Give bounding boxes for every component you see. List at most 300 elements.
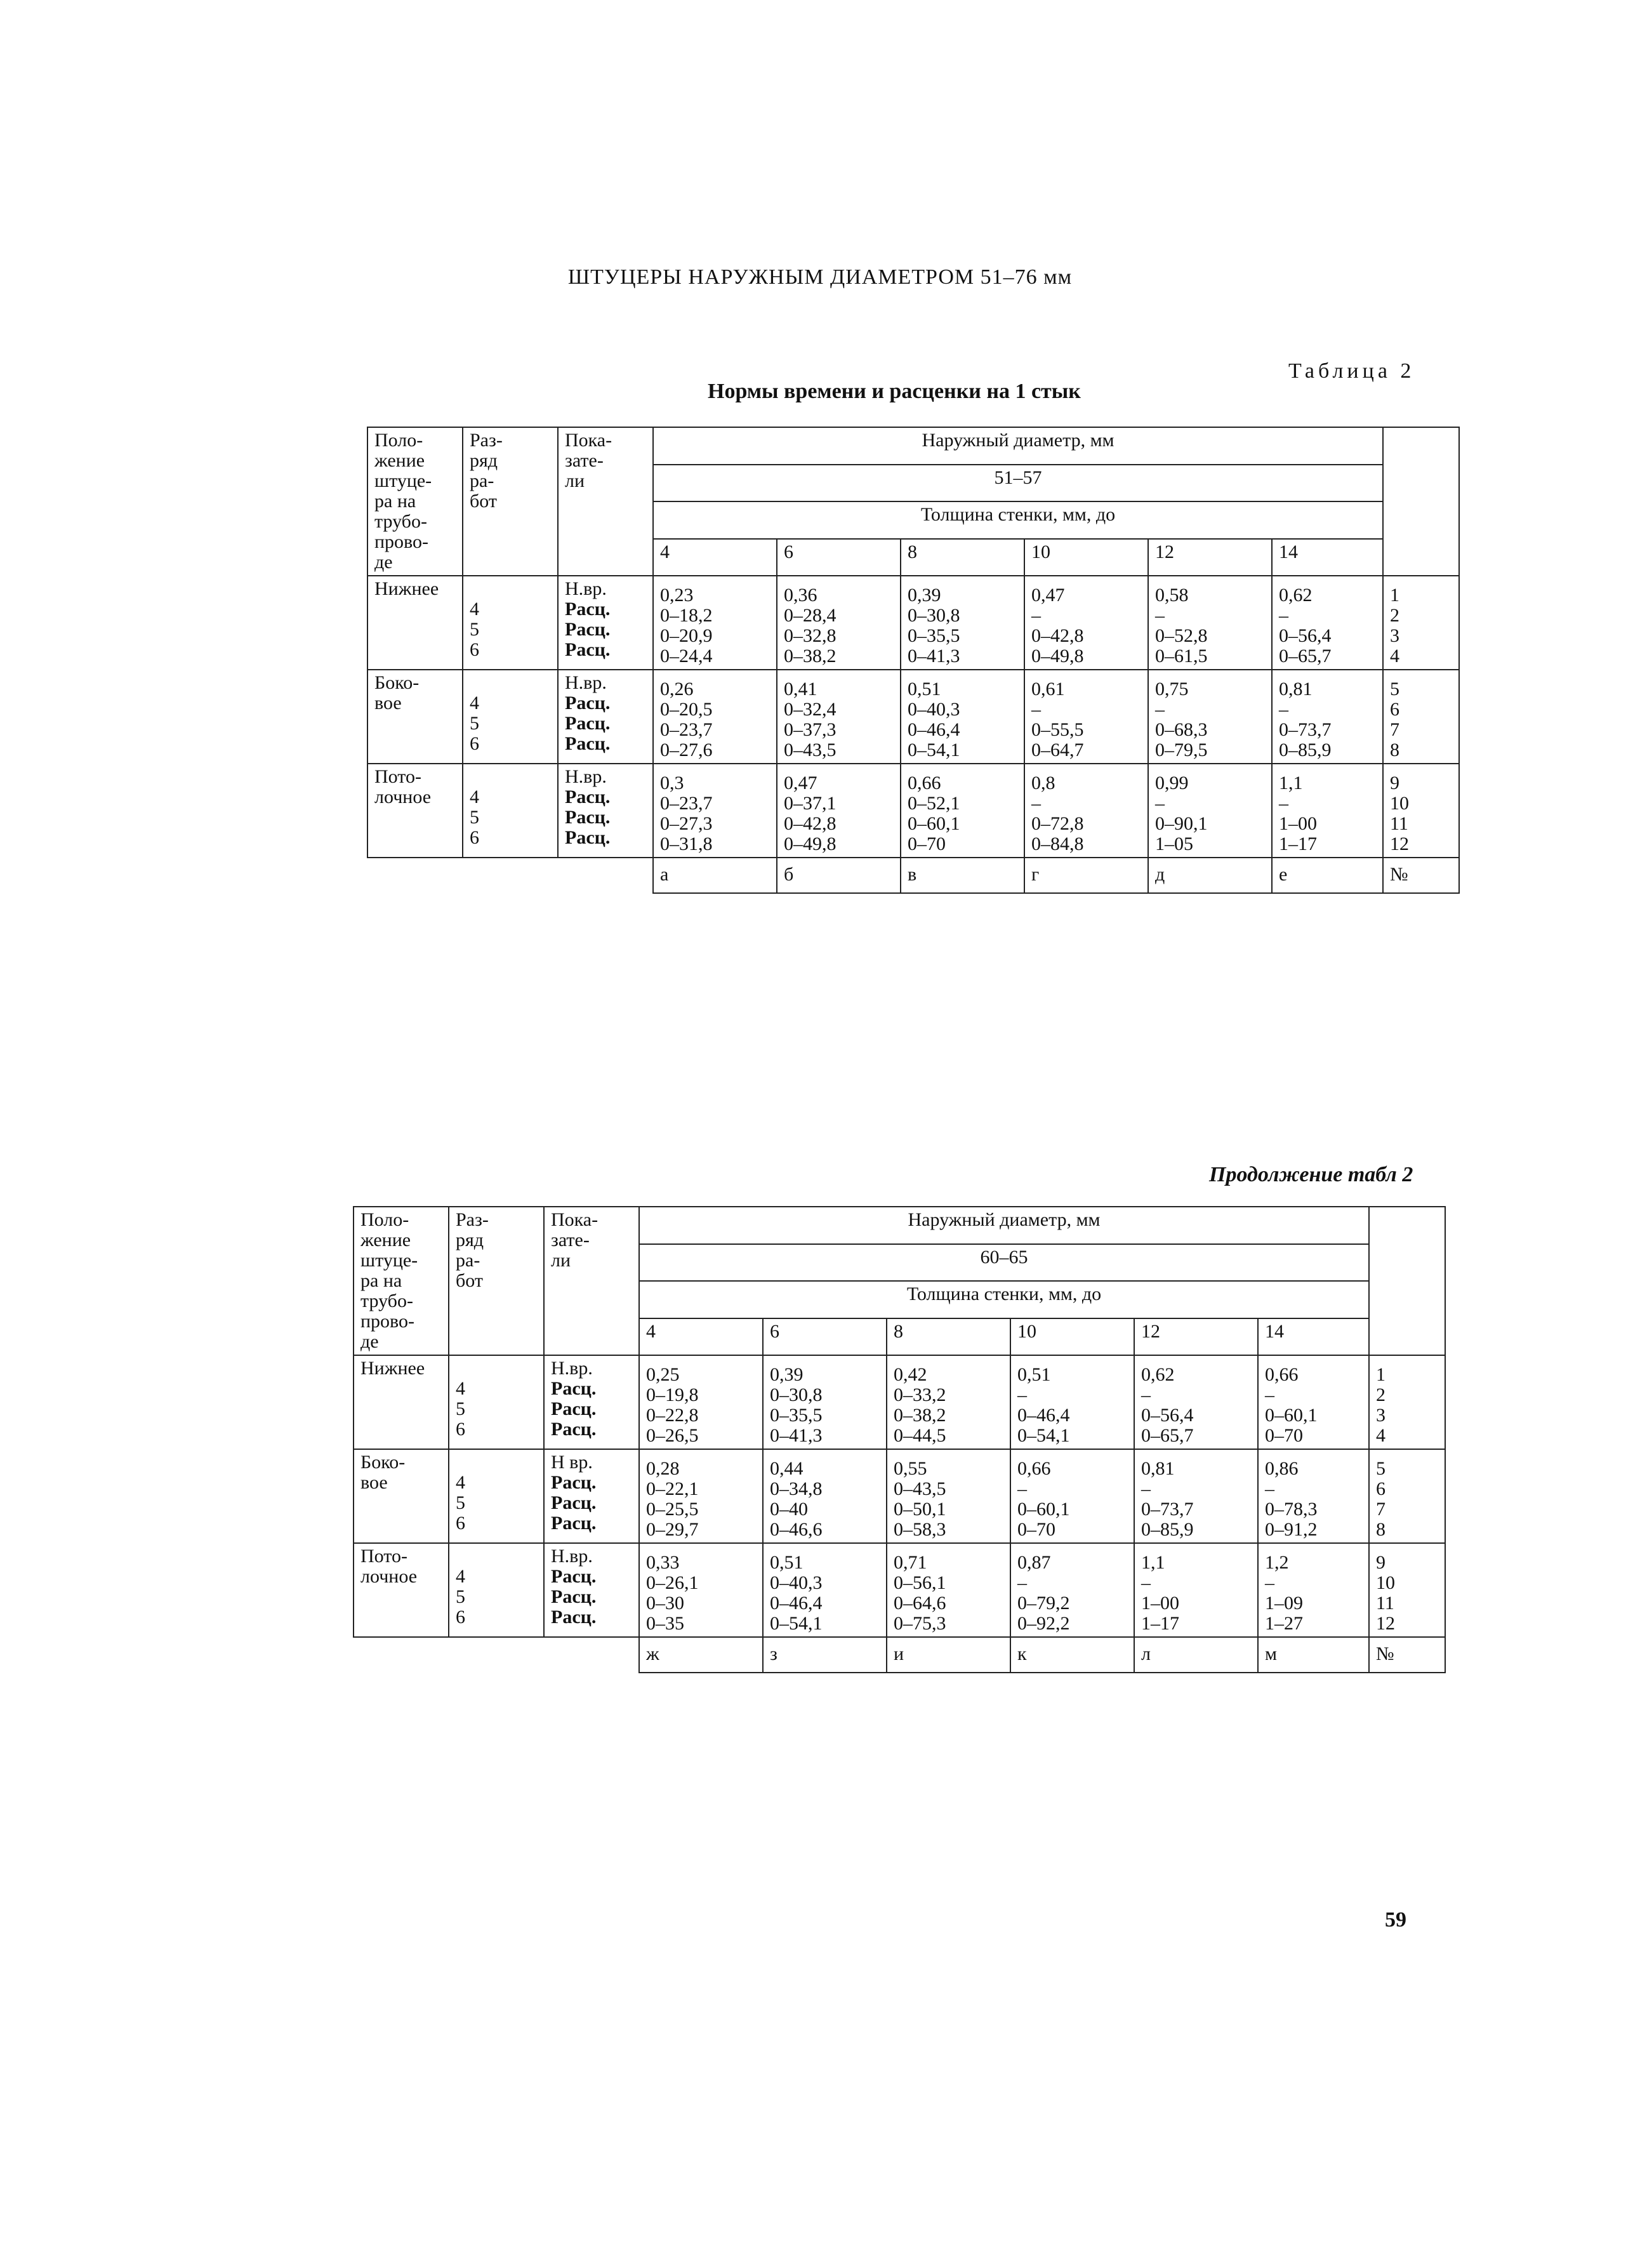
table-row [367, 764, 1459, 858]
cell-line: 0–60,1 [1265, 1405, 1318, 1426]
cell-line: 0,62 [1141, 1364, 1175, 1385]
cell-line: 0–46,4 [1017, 1405, 1070, 1426]
letters-row [354, 1637, 1445, 1673]
cell-line: Н.вр. [565, 578, 607, 599]
head-indicators: Пока- зате- ли [544, 1207, 639, 1355]
cell-line: 0–42,8 [1031, 625, 1084, 646]
cell-line: 7 [1376, 1499, 1386, 1520]
cell-line: 0–41,3 [770, 1425, 823, 1446]
cell-line: 0–29,7 [646, 1519, 699, 1540]
cell-line: 0–56,4 [1141, 1405, 1194, 1426]
row-cell [653, 764, 777, 858]
row-cell [1272, 764, 1383, 858]
cell-line: 0–56,4 [1279, 625, 1332, 646]
cell-line: Расц. [565, 827, 611, 848]
header-row [354, 1207, 1445, 1244]
cell-line: Расц. [565, 619, 611, 640]
cell-line: Расц. [565, 786, 611, 807]
cell-line: Н.вр. [551, 1358, 593, 1379]
cell-line: 8 [1376, 1519, 1386, 1540]
cell-line: 0,8 [1031, 773, 1055, 793]
cell-line: 0–40,3 [770, 1572, 823, 1593]
cell-line: 5 [456, 1492, 465, 1513]
norms-table-1 [367, 427, 1460, 894]
cell-line: 5 [470, 713, 479, 734]
num-label: № [1383, 858, 1459, 893]
cell-line: – [1265, 1384, 1274, 1405]
cell-line: 0–38,2 [894, 1405, 946, 1426]
cell-line: 1–27 [1265, 1613, 1303, 1634]
column-letter: л [1134, 1637, 1258, 1673]
cell-line: 0–37,1 [784, 793, 837, 814]
cell-line: – [1031, 699, 1041, 720]
row-cell [1024, 576, 1148, 670]
cell-line: 0–30,8 [908, 605, 960, 626]
row-indicators [558, 764, 653, 858]
cell-line: 4 [470, 693, 479, 713]
row-cell [653, 670, 777, 764]
cell-line: 0,75 [1155, 679, 1189, 700]
cell-line: 0–54,1 [1017, 1425, 1070, 1446]
cell-line: 5 [1390, 679, 1400, 700]
column-letter: е [1272, 858, 1383, 893]
cell-line: 12 [1376, 1613, 1396, 1634]
cell-line: 0–22,8 [646, 1405, 699, 1426]
column-letter: б [777, 858, 901, 893]
cell-line: 0–32,8 [784, 625, 837, 646]
row-cell [653, 576, 777, 670]
cell-line: – [1141, 1478, 1151, 1499]
cell-line: 1–00 [1279, 813, 1317, 834]
head-thickness: 6 [777, 539, 901, 576]
cell-line: 0,42 [894, 1364, 927, 1385]
row-cell [1258, 1543, 1369, 1637]
cell-line: 0,47 [1031, 585, 1065, 606]
cell-line: 0–60,1 [1017, 1499, 1070, 1520]
cell-line: 4 [456, 1378, 465, 1399]
row-cell [1258, 1449, 1369, 1543]
head-thickness: 10 [1024, 539, 1148, 576]
cell-line: 0,99 [1155, 773, 1189, 793]
cell-line: 0,62 [1279, 585, 1313, 606]
cell-line: Расц. [565, 599, 611, 620]
cell-line: – [1141, 1572, 1151, 1593]
cell-line: 0,33 [646, 1552, 680, 1573]
cell-line: – [1017, 1478, 1027, 1499]
table-subtitle: Нормы времени и расценки на 1 стык [708, 380, 1081, 403]
row-cell [639, 1449, 763, 1543]
cell-line: 2 [1390, 605, 1400, 626]
cell-line: 9 [1390, 773, 1400, 793]
row-position: Нижнее [354, 1355, 449, 1449]
cell-line: 6 [456, 1419, 465, 1440]
cell-line: 0–73,7 [1279, 719, 1332, 740]
column-letter: а [653, 858, 777, 893]
row-cell [763, 1543, 887, 1637]
cell-line: – [1155, 793, 1165, 814]
table-label: Таблица 2 [1288, 359, 1415, 383]
table-row [367, 670, 1459, 764]
cell-line: 0,47 [784, 773, 817, 793]
cell-line: 0–55,5 [1031, 719, 1084, 740]
cell-line: 0,23 [660, 585, 694, 606]
cell-line: 0–54,1 [908, 739, 960, 760]
page-number: 59 [1385, 1908, 1406, 1932]
cell-line: 6 [470, 733, 479, 754]
cell-line: 0–18,2 [660, 605, 713, 626]
cell-line: 0,55 [894, 1458, 927, 1479]
blank-cell [558, 858, 653, 893]
row-cell [887, 1355, 1010, 1449]
cell-line: 5 [470, 807, 479, 828]
head-thickness: 8 [887, 1318, 1010, 1356]
cell-line: 0,66 [1017, 1458, 1051, 1479]
cell-line: Расц. [551, 1472, 597, 1493]
head-position: Поло- жение штуце- ра на трубо- прово- де [354, 1207, 449, 1355]
head-thickness: 14 [1272, 539, 1383, 576]
row-nums [1369, 1543, 1445, 1637]
row-cell [887, 1449, 1010, 1543]
cell-line: 0–23,7 [660, 719, 713, 740]
row-cell [1010, 1355, 1134, 1449]
cell-line: 0–78,3 [1265, 1499, 1318, 1520]
cell-line: Расц. [551, 1398, 597, 1419]
cell-line: 0–46,4 [770, 1593, 823, 1614]
cell-line: 12 [1390, 833, 1410, 854]
row-cell [763, 1449, 887, 1543]
cell-line: 7 [1390, 719, 1400, 740]
cell-line: 0–26,5 [646, 1425, 699, 1446]
cell-line: – [1279, 793, 1288, 814]
cell-line: 11 [1376, 1593, 1394, 1614]
row-indicators [558, 670, 653, 764]
head-position: Поло- жение штуце- ра на трубо- прово- де [367, 427, 463, 576]
cell-line: 5 [470, 619, 479, 640]
cell-line: 0–31,8 [660, 833, 713, 854]
cell-line: 0–35,5 [770, 1405, 823, 1426]
cell-line: 4 [470, 786, 479, 807]
cell-line: 2 [1376, 1384, 1386, 1405]
cell-line: – [1279, 605, 1288, 626]
head-wall: Толщина стенки, мм, до [653, 501, 1383, 539]
head-thickness: 12 [1148, 539, 1272, 576]
head-range: 51–57 [653, 465, 1383, 502]
cell-line: Расц. [551, 1378, 597, 1399]
head-range: 60–65 [639, 1244, 1369, 1282]
cell-line: 0–35 [646, 1613, 684, 1634]
cell-line: 0–56,1 [894, 1572, 946, 1593]
column-letter: в [901, 858, 1024, 893]
table-row [354, 1543, 1445, 1637]
column-letter: з [763, 1637, 887, 1673]
row-grades [463, 576, 558, 670]
head-thickness: 8 [901, 539, 1024, 576]
row-indicators [544, 1543, 639, 1637]
cell-line: 0,39 [770, 1364, 803, 1385]
cell-line: 1 [1376, 1364, 1386, 1385]
cell-line: 0–46,4 [908, 719, 960, 740]
cell-line: 0–70 [908, 833, 946, 854]
column-letter: д [1148, 858, 1272, 893]
cell-line: 1–05 [1155, 833, 1193, 854]
cell-line: 10 [1390, 793, 1410, 814]
blank-cell [367, 858, 463, 893]
row-cell [1134, 1355, 1258, 1449]
cell-line: – [1265, 1572, 1274, 1593]
cell-line: 0–64,7 [1031, 739, 1084, 760]
cell-line: 0–49,8 [784, 833, 837, 854]
cell-line: 0–40 [770, 1499, 808, 1520]
row-nums [1383, 670, 1459, 764]
cell-line: 0–90,1 [1155, 813, 1208, 834]
cell-line: 0–32,4 [784, 699, 837, 720]
cell-line: 0–92,2 [1017, 1613, 1070, 1634]
row-cell [1258, 1355, 1369, 1449]
cell-line: Расц. [565, 807, 611, 828]
row-cell [1148, 670, 1272, 764]
cell-line: 0,51 [908, 679, 941, 700]
row-cell [887, 1543, 1010, 1637]
head-thickness: 12 [1134, 1318, 1258, 1356]
cell-line: Н.вр. [565, 766, 607, 787]
head-thickness: 10 [1010, 1318, 1134, 1356]
cell-line: 10 [1376, 1572, 1396, 1593]
cell-line: 0–50,1 [894, 1499, 946, 1520]
cell-line: – [1031, 605, 1041, 626]
cell-line: 0–68,3 [1155, 719, 1208, 740]
cell-line: 0–52,1 [908, 793, 960, 814]
row-cell [639, 1355, 763, 1449]
head-wall: Толщина стенки, мм, до [639, 1281, 1369, 1318]
cell-line: – [1155, 605, 1165, 626]
column-letter: г [1024, 858, 1148, 893]
row-cell [1010, 1543, 1134, 1637]
cell-line: 0,3 [660, 773, 684, 793]
cell-line: 0–25,5 [646, 1499, 699, 1520]
cell-line: 1–17 [1279, 833, 1317, 854]
continuation-label: Продолжение табл 2 [1209, 1163, 1413, 1186]
row-cell [1272, 576, 1383, 670]
cell-line: 0–20,5 [660, 699, 713, 720]
cell-line: 6 [1376, 1478, 1386, 1499]
cell-line: 6 [470, 639, 479, 660]
cell-line: 0,44 [770, 1458, 803, 1479]
row-position: Нижнее [367, 576, 463, 670]
row-cell [639, 1543, 763, 1637]
cell-line: 0–84,8 [1031, 833, 1084, 854]
cell-line: 0–49,8 [1031, 646, 1084, 666]
cell-line: 0–42,8 [784, 813, 837, 834]
row-position: Пото- лочное [354, 1543, 449, 1637]
column-letter: м [1258, 1637, 1369, 1673]
cell-line: – [1141, 1384, 1151, 1405]
cell-line: Н вр. [551, 1452, 593, 1473]
cell-line: 0–72,8 [1031, 813, 1084, 834]
cell-line: – [1017, 1572, 1027, 1593]
cell-line: 0–65,7 [1141, 1425, 1194, 1446]
head-diameter: Наружный диаметр, мм [639, 1207, 1369, 1244]
head-diameter: Наружный диаметр, мм [653, 427, 1383, 465]
cell-line: 9 [1376, 1552, 1386, 1573]
cell-line: Расц. [551, 1419, 597, 1440]
cell-line: 0–85,9 [1141, 1519, 1194, 1540]
cell-line: 0,25 [646, 1364, 680, 1385]
row-indicators [544, 1449, 639, 1543]
cell-line: 0,58 [1155, 585, 1189, 606]
cell-line: 6 [456, 1607, 465, 1628]
cell-line: 0–60,1 [908, 813, 960, 834]
cell-line: 0–85,9 [1279, 739, 1332, 760]
row-cell [1024, 764, 1148, 858]
cell-line: 0–91,2 [1265, 1519, 1318, 1540]
row-cell [1134, 1543, 1258, 1637]
row-cell [1272, 670, 1383, 764]
row-nums [1369, 1449, 1445, 1543]
row-position: Боко- вое [354, 1449, 449, 1543]
cell-line: 4 [456, 1472, 465, 1493]
row-cell [763, 1355, 887, 1449]
cell-line: 0–19,8 [646, 1384, 699, 1405]
cell-line: 0–30,8 [770, 1384, 823, 1405]
cell-line: 0–38,2 [784, 646, 837, 666]
cell-line: 1,1 [1141, 1552, 1165, 1573]
row-cell [1148, 764, 1272, 858]
cell-line: 0,61 [1031, 679, 1065, 700]
cell-line: 5 [456, 1586, 465, 1607]
cell-line: – [1017, 1384, 1027, 1405]
cell-line: 0,51 [1017, 1364, 1051, 1385]
letters-row [367, 858, 1459, 893]
cell-line: – [1031, 793, 1041, 814]
cell-line: 0–34,8 [770, 1478, 823, 1499]
cell-line: Расц. [551, 1607, 597, 1628]
cell-line: – [1279, 699, 1288, 720]
cell-line: 0–44,5 [894, 1425, 946, 1446]
row-cell [777, 764, 901, 858]
cell-line: 0,81 [1279, 679, 1313, 700]
blank-cell [449, 1637, 544, 1673]
row-nums [1383, 576, 1459, 670]
row-cell [901, 670, 1024, 764]
column-letter: ж [639, 1637, 763, 1673]
head-thickness: 4 [639, 1318, 763, 1356]
cell-line: 0,51 [770, 1552, 803, 1573]
cell-line: 1–00 [1141, 1593, 1179, 1614]
cell-line: 0–22,1 [646, 1478, 699, 1499]
cell-line: 0,66 [908, 773, 941, 793]
blank-cell [354, 1637, 449, 1673]
cell-line: Расц. [551, 1566, 597, 1587]
cell-line: 0–65,7 [1279, 646, 1332, 666]
cell-line: 0–61,5 [1155, 646, 1208, 666]
cell-line: 0,71 [894, 1552, 927, 1573]
column-letter: к [1010, 1637, 1134, 1673]
cell-line: 4 [1390, 646, 1400, 666]
cell-line: Расц. [551, 1513, 597, 1534]
cell-line: 0–30 [646, 1593, 684, 1614]
row-position: Пото- лочное [367, 764, 463, 858]
head-indicators: Пока- зате- ли [558, 427, 653, 576]
cell-line: 0–23,7 [660, 793, 713, 814]
cell-line: Н.вр. [551, 1546, 593, 1567]
cell-line: 1–17 [1141, 1613, 1179, 1634]
cell-line: 1–09 [1265, 1593, 1303, 1614]
cell-line: 6 [1390, 699, 1400, 720]
head-thickness: 6 [763, 1318, 887, 1356]
cell-line: 0–41,3 [908, 646, 960, 666]
cell-line: 0–46,6 [770, 1519, 823, 1540]
row-grades [449, 1543, 544, 1637]
cell-line: Расц. [565, 693, 611, 713]
cell-line: 0–33,2 [894, 1384, 946, 1405]
row-indicators [544, 1355, 639, 1449]
cell-line: 0–52,8 [1155, 625, 1208, 646]
row-cell [1148, 576, 1272, 670]
norms-table-2 [353, 1206, 1446, 1673]
cell-line: 0–79,2 [1017, 1593, 1070, 1614]
cell-line: Расц. [551, 1492, 597, 1513]
cell-line: 0–70 [1265, 1425, 1303, 1446]
cell-line: 0–40,3 [908, 699, 960, 720]
cell-line: Н.вр. [565, 672, 607, 693]
row-cell [777, 576, 901, 670]
blank-cell [544, 1637, 639, 1673]
section-title: ШТУЦЕРЫ НАРУЖНЫМ ДИАМЕТРОМ 51–76 мм [567, 265, 1073, 289]
cell-line: Расц. [565, 713, 611, 734]
head-num-blank [1383, 427, 1459, 576]
cell-line: 5 [456, 1398, 465, 1419]
cell-line: 0,36 [784, 585, 817, 606]
cell-line: 1,1 [1279, 773, 1303, 793]
row-grades [463, 764, 558, 858]
cell-line: 0–43,5 [894, 1478, 946, 1499]
cell-line: 3 [1376, 1405, 1386, 1426]
cell-line: 0,81 [1141, 1458, 1175, 1479]
row-nums [1383, 764, 1459, 858]
cell-line: 0–35,5 [908, 625, 960, 646]
head-thickness: 14 [1258, 1318, 1369, 1356]
cell-line: 0,28 [646, 1458, 680, 1479]
cell-line: Расц. [551, 1586, 597, 1607]
cell-line: 0–20,9 [660, 625, 713, 646]
head-grade: Раз- ряд ра- бот [463, 427, 558, 576]
blank-cell [463, 858, 558, 893]
cell-line: 11 [1390, 813, 1408, 834]
cell-line: 4 [470, 599, 479, 620]
cell-line: 6 [470, 827, 479, 848]
row-cell [901, 576, 1024, 670]
cell-line: 0,41 [784, 679, 817, 700]
header-row [367, 427, 1459, 465]
cell-line: 0–64,6 [894, 1593, 946, 1614]
cell-line: 0,86 [1265, 1458, 1299, 1479]
head-num-blank [1369, 1207, 1445, 1355]
cell-line: 0,66 [1265, 1364, 1299, 1385]
cell-line: 0,39 [908, 585, 941, 606]
num-label: № [1369, 1637, 1445, 1673]
head-thickness: 4 [653, 539, 777, 576]
row-nums [1369, 1355, 1445, 1449]
cell-line: 0–27,3 [660, 813, 713, 834]
cell-line: 0–75,3 [894, 1613, 946, 1634]
cell-line: 0–58,3 [894, 1519, 946, 1540]
cell-line: 1 [1390, 585, 1400, 606]
cell-line: 0,87 [1017, 1552, 1051, 1573]
cell-line: – [1155, 699, 1165, 720]
cell-line: 4 [1376, 1425, 1386, 1446]
cell-line: 0,26 [660, 679, 694, 700]
row-cell [1024, 670, 1148, 764]
